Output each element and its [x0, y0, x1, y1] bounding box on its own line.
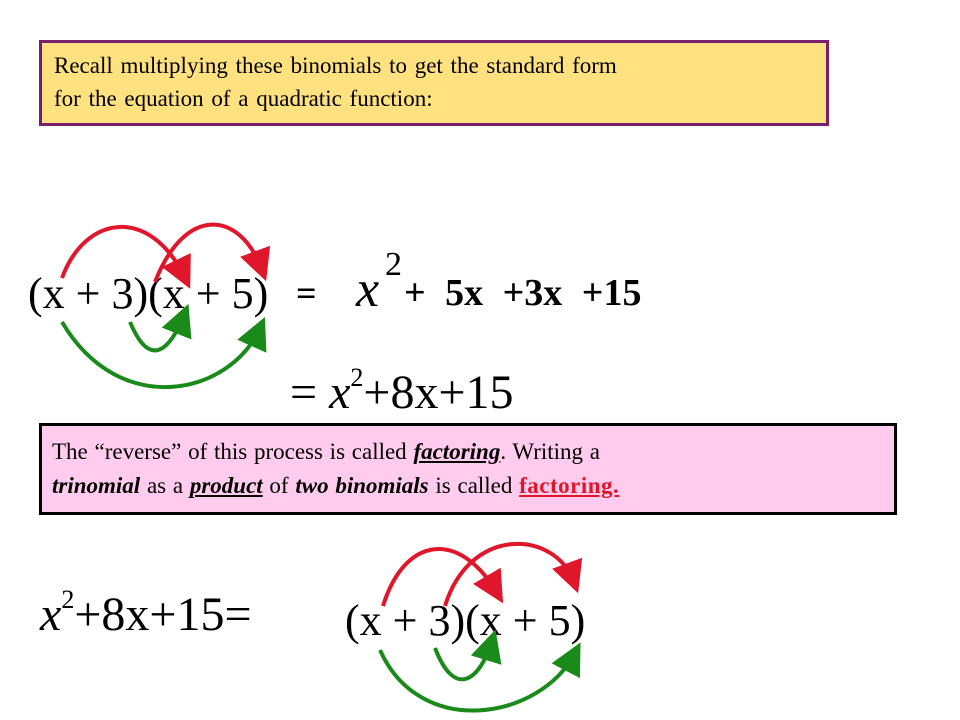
factored-rest: +8x+15=: [74, 588, 252, 641]
recall-note-line-1: Recall multiplying these binomials to get the standard form: [54, 53, 617, 78]
def-factoring-red: factoring.: [519, 473, 620, 498]
red-arrow-inner-2: [445, 544, 574, 606]
factored-binomial-product: (x + 3)(x + 5): [345, 596, 586, 645]
def-product: product: [189, 473, 263, 498]
recall-note-line-2: for the equation of a quadratic function:: [54, 86, 433, 111]
factored-x: x: [40, 588, 62, 641]
def-text: The “reverse” of this process is called: [52, 439, 414, 464]
def-factoring: factoring: [413, 439, 501, 464]
green-arrow-inner-2: [435, 641, 492, 679]
simplified-x: x: [329, 366, 351, 419]
x-squared-exponent: 2: [385, 246, 402, 283]
def-two-binomials: two binomials: [295, 473, 429, 498]
def-text: as a: [140, 473, 190, 498]
simplified-equals: =: [290, 366, 318, 419]
x-squared-base: x: [356, 261, 380, 318]
red-arrow-outer: [62, 227, 185, 278]
red-arrow-inner: [155, 225, 262, 282]
simplified-exponent: 2: [350, 363, 364, 392]
factored-exponent: 2: [61, 585, 75, 614]
def-text: of: [262, 473, 296, 498]
green-arrow-outer: [62, 322, 260, 387]
def-trinomial: trinomial: [52, 473, 141, 498]
def-text: . Writing a: [500, 439, 600, 464]
def-text: is called: [428, 473, 520, 498]
expansion-equals: =: [296, 273, 317, 313]
simplified-rest: +8x+15: [363, 366, 514, 419]
green-arrow-outer-2: [380, 650, 575, 711]
expanded-terms: + 5x +3x +15: [404, 272, 642, 314]
binomial-product: (x + 3)(x + 5): [28, 269, 269, 318]
green-arrow-inner: [130, 315, 184, 350]
